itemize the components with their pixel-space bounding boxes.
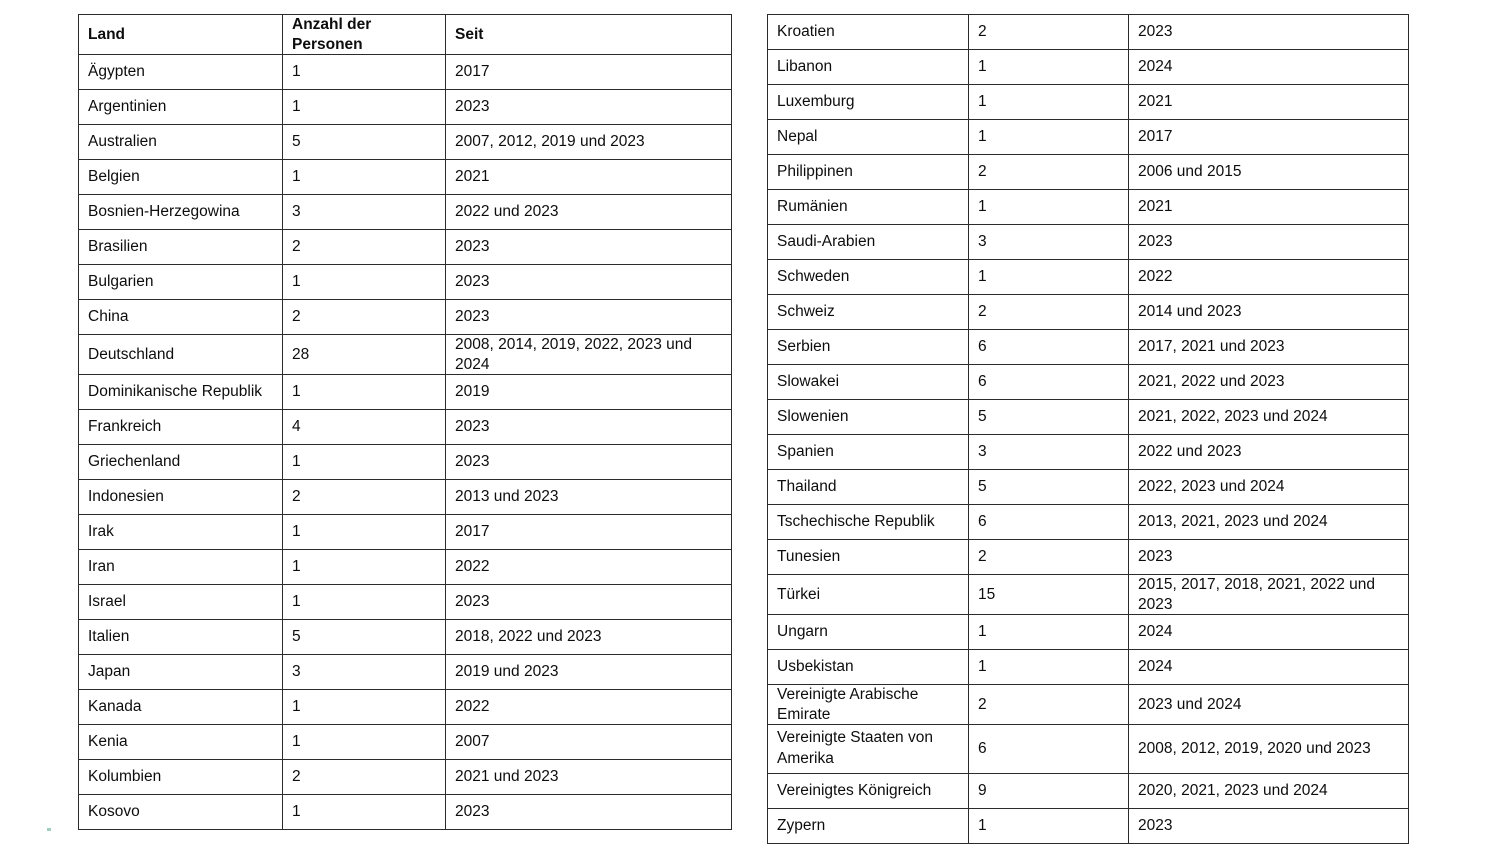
countries-table-left-wrapper xyxy=(78,14,731,830)
cell-count: 1 xyxy=(969,50,1129,85)
cell-country: Slowenien xyxy=(768,400,969,435)
cell-country: Kenia xyxy=(79,725,283,760)
cell-since: 2017 xyxy=(1129,120,1409,155)
table-row xyxy=(768,330,1409,365)
column-header-count: Anzahl der Personen xyxy=(283,15,446,55)
cell-since: 2008, 2014, 2019, 2022, 2023 und 2024 xyxy=(446,335,732,375)
cell-count: 1 xyxy=(283,795,446,830)
cell-since: 2023 xyxy=(446,795,732,830)
cell-since: 2023 xyxy=(1129,15,1409,50)
cell-since: 2007, 2012, 2019 und 2023 xyxy=(446,125,732,160)
table-row xyxy=(768,470,1409,505)
table-row xyxy=(79,410,732,445)
table-row xyxy=(768,225,1409,260)
table-row xyxy=(768,400,1409,435)
cell-country: Iran xyxy=(79,550,283,585)
cell-since: 2014 und 2023 xyxy=(1129,295,1409,330)
cell-since: 2023 xyxy=(446,90,732,125)
cell-count: 2 xyxy=(283,480,446,515)
cell-country: Kolumbien xyxy=(79,760,283,795)
table-header xyxy=(79,15,732,55)
cell-country: Belgien xyxy=(79,160,283,195)
table-row xyxy=(79,725,732,760)
cell-count: 3 xyxy=(969,225,1129,260)
cell-country: Ungarn xyxy=(768,615,969,650)
cell-since: 2023 xyxy=(446,230,732,265)
scan-artifact-speck xyxy=(47,828,51,831)
cell-country: Bosnien-Herzegowina xyxy=(79,195,283,230)
cell-count: 1 xyxy=(283,515,446,550)
cell-count: 2 xyxy=(969,15,1129,50)
table-body-right xyxy=(768,15,1409,844)
cell-country: Kanada xyxy=(79,690,283,725)
table-row xyxy=(79,620,732,655)
table-row xyxy=(79,125,732,160)
cell-since: 2023 xyxy=(446,300,732,335)
cell-since: 2023 xyxy=(1129,540,1409,575)
table-row xyxy=(768,120,1409,155)
cell-country: China xyxy=(79,300,283,335)
table-row xyxy=(768,773,1409,808)
cell-country: Kroatien xyxy=(768,15,969,50)
cell-since: 2013 und 2023 xyxy=(446,480,732,515)
cell-count: 2 xyxy=(283,760,446,795)
table-row xyxy=(79,585,732,620)
table-row xyxy=(768,50,1409,85)
table-row xyxy=(768,365,1409,400)
cell-since: 2023 xyxy=(1129,225,1409,260)
cell-since: 2021, 2022 und 2023 xyxy=(1129,365,1409,400)
cell-since: 2021 und 2023 xyxy=(446,760,732,795)
cell-count: 9 xyxy=(969,773,1129,808)
cell-count: 2 xyxy=(969,295,1129,330)
cell-since: 2021, 2022, 2023 und 2024 xyxy=(1129,400,1409,435)
cell-country: Thailand xyxy=(768,470,969,505)
cell-since: 2017, 2021 und 2023 xyxy=(1129,330,1409,365)
cell-count: 1 xyxy=(283,445,446,480)
cell-since: 2023 und 2024 xyxy=(1129,685,1409,725)
cell-count: 1 xyxy=(969,120,1129,155)
cell-country: Vereinigte Staaten von Amerika xyxy=(768,725,969,774)
cell-country: Irak xyxy=(79,515,283,550)
cell-since: 2008, 2012, 2019, 2020 und 2023 xyxy=(1129,725,1409,774)
table-row xyxy=(768,155,1409,190)
cell-since: 2023 xyxy=(446,410,732,445)
cell-count: 1 xyxy=(969,260,1129,295)
cell-count: 5 xyxy=(969,470,1129,505)
cell-since: 2020, 2021, 2023 und 2024 xyxy=(1129,773,1409,808)
cell-count: 3 xyxy=(283,655,446,690)
cell-country: Türkei xyxy=(768,575,969,615)
cell-since: 2021 xyxy=(446,160,732,195)
table-row xyxy=(79,690,732,725)
cell-count: 1 xyxy=(283,375,446,410)
cell-since: 2013, 2021, 2023 und 2024 xyxy=(1129,505,1409,540)
cell-country: Saudi-Arabien xyxy=(768,225,969,260)
cell-since: 2024 xyxy=(1129,615,1409,650)
cell-country: Japan xyxy=(79,655,283,690)
cell-since: 2024 xyxy=(1129,650,1409,685)
cell-country: Vereinigte Arabische Emirate xyxy=(768,685,969,725)
cell-count: 5 xyxy=(283,620,446,655)
cell-count: 1 xyxy=(283,550,446,585)
cell-count: 1 xyxy=(283,585,446,620)
table-row xyxy=(79,445,732,480)
cell-count: 28 xyxy=(283,335,446,375)
cell-count: 15 xyxy=(969,575,1129,615)
cell-since: 2022 und 2023 xyxy=(446,195,732,230)
table-row xyxy=(768,260,1409,295)
cell-country: Spanien xyxy=(768,435,969,470)
cell-country: Rumänien xyxy=(768,190,969,225)
cell-since: 2021 xyxy=(1129,190,1409,225)
table-row xyxy=(768,540,1409,575)
cell-country: Vereinigtes Königreich xyxy=(768,773,969,808)
cell-country: Australien xyxy=(79,125,283,160)
table-row xyxy=(79,795,732,830)
cell-since: 2022 xyxy=(1129,260,1409,295)
cell-count: 1 xyxy=(969,85,1129,120)
table-row xyxy=(768,295,1409,330)
cell-country: Zypern xyxy=(768,808,969,843)
table-row xyxy=(768,685,1409,725)
cell-count: 1 xyxy=(969,190,1129,225)
table-row xyxy=(79,550,732,585)
cell-since: 2017 xyxy=(446,515,732,550)
cell-count: 2 xyxy=(283,300,446,335)
table-row xyxy=(79,160,732,195)
cell-country: Italien xyxy=(79,620,283,655)
cell-since: 2023 xyxy=(446,265,732,300)
cell-since: 2006 und 2015 xyxy=(1129,155,1409,190)
cell-country: Nepal xyxy=(768,120,969,155)
cell-count: 4 xyxy=(283,410,446,445)
cell-country: Schweden xyxy=(768,260,969,295)
table-row xyxy=(79,265,732,300)
cell-country: Deutschland xyxy=(79,335,283,375)
countries-table-right-wrapper xyxy=(767,14,1408,844)
table-row xyxy=(79,90,732,125)
cell-country: Tschechische Republik xyxy=(768,505,969,540)
cell-country: Israel xyxy=(79,585,283,620)
cell-count: 1 xyxy=(283,55,446,90)
cell-since: 2021 xyxy=(1129,85,1409,120)
cell-country: Libanon xyxy=(768,50,969,85)
table-row xyxy=(79,515,732,550)
table-row xyxy=(768,505,1409,540)
cell-since: 2023 xyxy=(1129,808,1409,843)
cell-count: 2 xyxy=(969,155,1129,190)
table-header-row xyxy=(79,15,732,55)
cell-count: 1 xyxy=(283,160,446,195)
cell-country: Slowakei xyxy=(768,365,969,400)
cell-since: 2022 und 2023 xyxy=(1129,435,1409,470)
table-row xyxy=(79,760,732,795)
cell-since: 2023 xyxy=(446,585,732,620)
cell-count: 1 xyxy=(969,808,1129,843)
cell-count: 6 xyxy=(969,365,1129,400)
table-row xyxy=(768,190,1409,225)
table-row xyxy=(768,15,1409,50)
table-row xyxy=(768,575,1409,615)
cell-count: 6 xyxy=(969,330,1129,365)
table-row xyxy=(79,375,732,410)
table-row xyxy=(79,655,732,690)
table-row xyxy=(79,195,732,230)
cell-country: Luxemburg xyxy=(768,85,969,120)
cell-count: 3 xyxy=(283,195,446,230)
cell-country: Dominikanische Republik xyxy=(79,375,283,410)
cell-since: 2015, 2017, 2018, 2021, 2022 und 2023 xyxy=(1129,575,1409,615)
table-row xyxy=(768,650,1409,685)
table-row xyxy=(768,615,1409,650)
cell-country: Serbien xyxy=(768,330,969,365)
cell-country: Frankreich xyxy=(79,410,283,445)
table-row xyxy=(79,480,732,515)
cell-country: Ägypten xyxy=(79,55,283,90)
cell-country: Bulgarien xyxy=(79,265,283,300)
table-row xyxy=(79,300,732,335)
table-row xyxy=(768,85,1409,120)
cell-country: Tunesien xyxy=(768,540,969,575)
cell-count: 1 xyxy=(283,90,446,125)
cell-since: 2007 xyxy=(446,725,732,760)
cell-since: 2022 xyxy=(446,550,732,585)
cell-since: 2022 xyxy=(446,690,732,725)
cell-country: Usbekistan xyxy=(768,650,969,685)
countries-table-right xyxy=(767,14,1409,844)
cell-country: Kosovo xyxy=(79,795,283,830)
cell-country: Indonesien xyxy=(79,480,283,515)
table-row xyxy=(768,808,1409,843)
cell-country: Argentinien xyxy=(79,90,283,125)
cell-country: Philippinen xyxy=(768,155,969,190)
table-body-left xyxy=(79,55,732,830)
cell-count: 1 xyxy=(969,615,1129,650)
cell-count: 3 xyxy=(969,435,1129,470)
cell-count: 6 xyxy=(969,725,1129,774)
column-header-since: Seit xyxy=(446,15,732,55)
cell-count: 2 xyxy=(969,540,1129,575)
cell-count: 1 xyxy=(283,265,446,300)
countries-table-left xyxy=(78,14,732,830)
cell-since: 2018, 2022 und 2023 xyxy=(446,620,732,655)
cell-since: 2019 xyxy=(446,375,732,410)
cell-country: Griechenland xyxy=(79,445,283,480)
cell-since: 2017 xyxy=(446,55,732,90)
table-row xyxy=(768,725,1409,774)
table-row xyxy=(768,435,1409,470)
cell-count: 1 xyxy=(283,725,446,760)
cell-country: Brasilien xyxy=(79,230,283,265)
cell-count: 2 xyxy=(283,230,446,265)
cell-count: 5 xyxy=(969,400,1129,435)
cell-count: 2 xyxy=(969,685,1129,725)
cell-count: 6 xyxy=(969,505,1129,540)
table-row xyxy=(79,55,732,90)
cell-since: 2024 xyxy=(1129,50,1409,85)
table-row xyxy=(79,335,732,375)
column-header-country: Land xyxy=(79,15,283,55)
cell-count: 1 xyxy=(283,690,446,725)
cell-country: Schweiz xyxy=(768,295,969,330)
table-row xyxy=(79,230,732,265)
cell-since: 2019 und 2023 xyxy=(446,655,732,690)
cell-count: 5 xyxy=(283,125,446,160)
cell-since: 2023 xyxy=(446,445,732,480)
cell-count: 1 xyxy=(969,650,1129,685)
cell-since: 2022, 2023 und 2024 xyxy=(1129,470,1409,505)
